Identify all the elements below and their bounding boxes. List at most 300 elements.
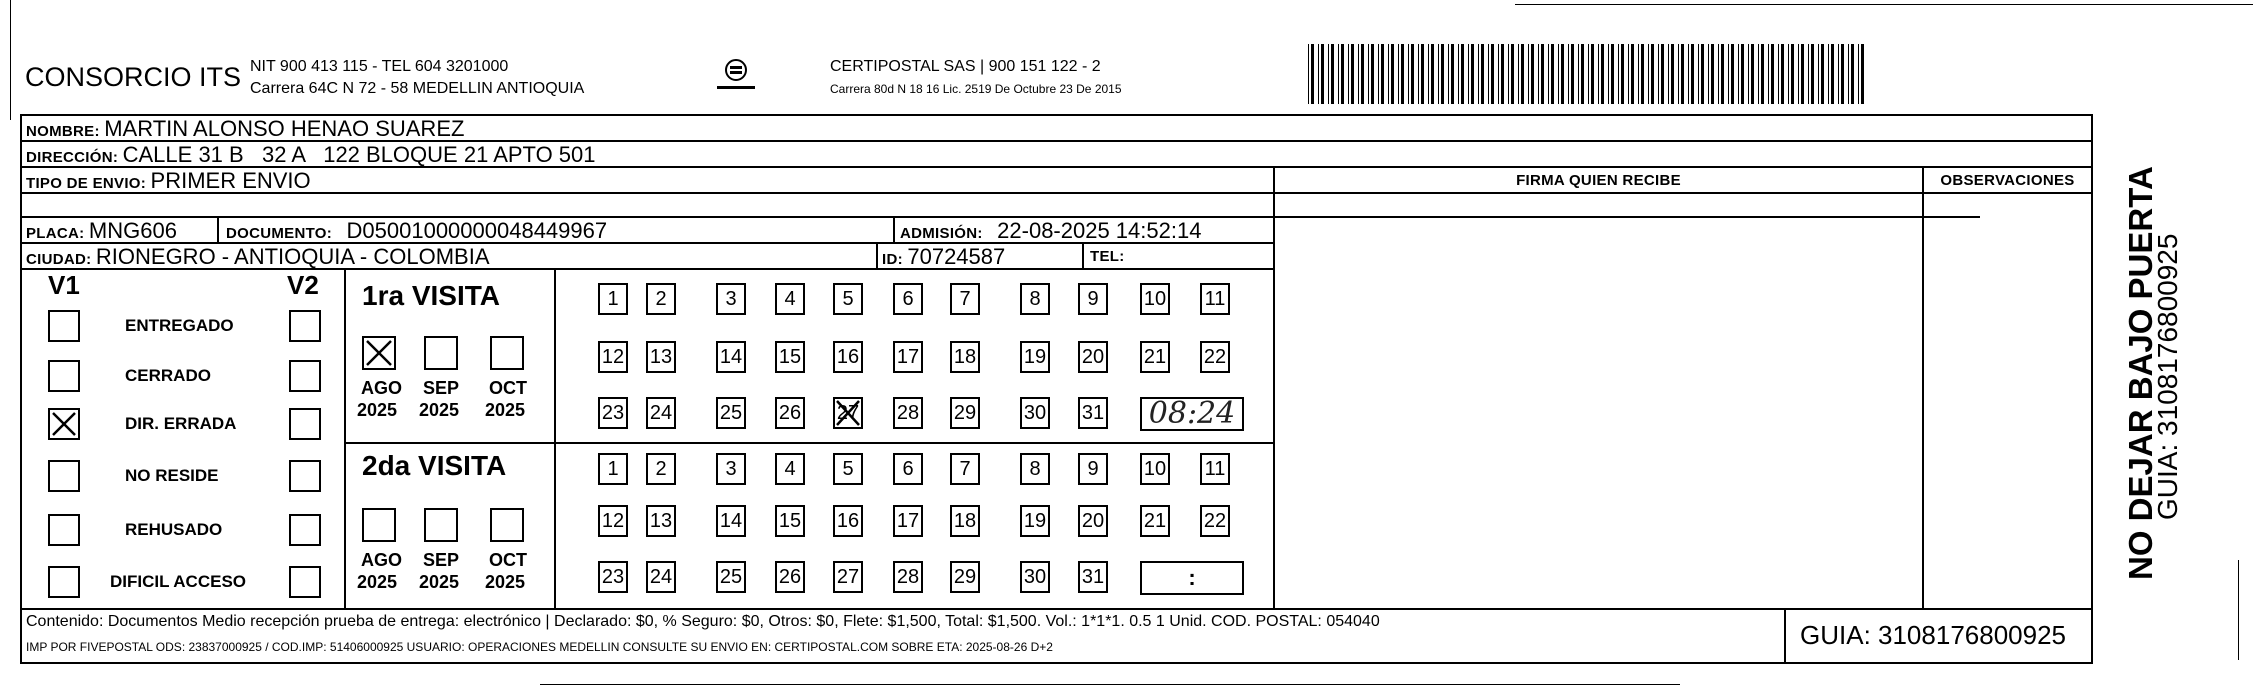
id-cell	[882, 244, 1005, 270]
second-time-box[interactable]	[1140, 561, 1244, 595]
second-day-box[interactable]	[1020, 505, 1050, 537]
barcode-bar	[1578, 44, 1579, 104]
day-number: 24	[649, 566, 673, 588]
id-value: 70724587	[907, 244, 1006, 269]
barcode-bar	[1388, 44, 1389, 104]
day-number: 5	[842, 288, 854, 310]
first-month-checkbox[interactable]	[490, 336, 524, 370]
barcode-bar	[1758, 44, 1759, 104]
second-day-box[interactable]	[646, 561, 676, 593]
second-day-box[interactable]	[775, 453, 805, 485]
second-month-label: AGO	[361, 550, 403, 570]
barcode-bar	[1708, 44, 1709, 104]
firma-header: FIRMA QUIEN RECIBE	[1516, 172, 1681, 189]
barcode-bar	[1741, 44, 1744, 104]
second-year-label: 2025	[357, 572, 398, 592]
first-day-box[interactable]	[1078, 283, 1108, 315]
day-number: 10	[1143, 458, 1167, 480]
barcode-bar	[1521, 44, 1524, 104]
second-day-box[interactable]	[950, 561, 980, 593]
v1-checkbox[interactable]	[48, 408, 80, 440]
barcode-bar	[1508, 44, 1509, 104]
barcode-bar	[1698, 44, 1699, 104]
day-number: 4	[784, 458, 796, 480]
documento-cell	[226, 218, 607, 244]
second-day-box[interactable]	[1020, 453, 1050, 485]
first-day-box[interactable]	[716, 283, 746, 315]
barcode	[1308, 44, 1870, 104]
first-day-box[interactable]	[1140, 283, 1170, 315]
x-mark-icon	[364, 338, 394, 368]
first-day-box[interactable]	[893, 283, 923, 315]
barcode-bar	[1768, 44, 1769, 104]
second-day-box[interactable]	[598, 453, 628, 485]
barcode-bar	[1771, 44, 1774, 104]
barcode-bar	[1828, 44, 1829, 104]
barcode-bar	[1648, 44, 1649, 104]
day-number: 31	[1081, 402, 1105, 424]
day-number: 18	[953, 510, 977, 532]
barcode-bar	[1408, 44, 1409, 104]
day-number: 25	[719, 402, 743, 424]
day-number: 8	[1029, 458, 1041, 480]
day-number: 12	[601, 346, 625, 368]
ciudad-value: RIONEGRO - ANTIOQUIA - COLOMBIA	[95, 244, 490, 269]
barcode-bar	[1721, 44, 1724, 104]
barcode-bar	[1618, 44, 1619, 104]
second-day-box[interactable]	[1020, 561, 1050, 593]
day-number: 13	[649, 510, 673, 532]
barcode-bar	[1761, 44, 1764, 104]
barcode-bar	[1428, 44, 1429, 104]
barcode-bar	[1481, 44, 1484, 104]
barcode-bar	[1501, 44, 1504, 104]
day-number: 27	[836, 402, 860, 424]
barcode-bar	[1381, 44, 1384, 104]
barcode-bar	[1658, 44, 1659, 104]
day-number: 15	[778, 346, 802, 368]
barcode-bar	[1511, 44, 1514, 104]
barcode-bar	[1671, 44, 1674, 104]
tel-label: TEL:	[1090, 248, 1125, 265]
documento-value: D05001000000048449967	[346, 218, 608, 243]
barcode-bar	[1491, 44, 1494, 104]
side-guia: GUIA: 3108176800925	[2152, 233, 2183, 520]
day-number: 7	[959, 288, 971, 310]
barcode-bar	[1488, 44, 1489, 104]
status-label: REHUSADO	[125, 520, 223, 539]
first-day-box[interactable]	[950, 341, 980, 373]
first-day-box[interactable]	[1200, 341, 1230, 373]
first-day-box[interactable]	[1078, 341, 1108, 373]
second-month-label: SEP	[423, 550, 460, 570]
second-day-box[interactable]	[1140, 453, 1170, 485]
day-number: 22	[1203, 510, 1227, 532]
id-divider	[876, 242, 878, 268]
second-day-box[interactable]	[646, 453, 676, 485]
first-day-box[interactable]	[833, 397, 863, 429]
barcode-bar	[1558, 44, 1559, 104]
v2-checkbox[interactable]	[289, 408, 321, 440]
barcode-bar	[1821, 44, 1824, 104]
barcode-bar	[1781, 44, 1784, 104]
day-number: 13	[649, 346, 673, 368]
barcode-bar	[1551, 44, 1554, 104]
day-number: 5	[842, 458, 854, 480]
first-day-box[interactable]	[598, 397, 628, 429]
barcode-bar	[1598, 44, 1599, 104]
day-number: 28	[896, 566, 920, 588]
day-number: 3	[725, 458, 737, 480]
day-number: 27	[836, 566, 860, 588]
barcode-bar	[1438, 44, 1439, 104]
first-day-box[interactable]	[775, 397, 805, 429]
second-day-box[interactable]	[950, 453, 980, 485]
barcode-bar	[1851, 44, 1854, 104]
day-number: 14	[719, 510, 743, 532]
top-edge-line	[1515, 4, 2253, 5]
second-month-checkbox[interactable]	[424, 508, 458, 542]
bottom-edge-line	[540, 684, 1680, 685]
barcode-bar	[1861, 44, 1864, 104]
barcode-bar	[1588, 44, 1589, 104]
day-number: 7	[959, 458, 971, 480]
day-number: 22	[1203, 346, 1227, 368]
admision-divider	[893, 216, 895, 242]
second-day-box[interactable]	[775, 561, 805, 593]
day-number: 2	[655, 288, 667, 310]
side-warning: NO DEJAR BAJO PUERTA	[2122, 166, 2159, 580]
second-day-box[interactable]	[716, 561, 746, 593]
barcode-bar	[1348, 44, 1349, 104]
nombre-value: MARTIN ALONSO HENAO SUAREZ	[104, 116, 465, 141]
footer-imp: IMP POR FIVEPOSTAL ODS: 23837000925 / COD.IMP: 51406000925 USUARIO: OPERACIONES MEDELLIN CONSULTE SU ENVIO EN: CERTIPOSTAL.COM SOBRE ETA: 2025-08-26 D+2	[26, 640, 1053, 654]
barcode-bar	[1361, 44, 1364, 104]
barcode-bar	[1421, 44, 1424, 104]
footer-contenido: Contenido: Documentos Medio recepción prueba de entrega: electrónico | Declarado: $0, % Seguro: $0, Otros: $0, Flete: $1,500, Total: $1,500. Vol.: 1*1*1. 0.5 1 Unid. COD. POSTAL: 054040	[26, 613, 1380, 630]
barcode-bar	[1358, 44, 1359, 104]
first-day-box[interactable]	[646, 283, 676, 315]
day-number: 19	[1023, 346, 1047, 368]
status-label: DIFICIL ACCESO	[110, 572, 247, 591]
barcode-bar	[1458, 44, 1459, 104]
first-day-box[interactable]	[950, 397, 980, 429]
first-day-box[interactable]	[833, 341, 863, 373]
first-year-label: 2025	[485, 400, 526, 420]
barcode-bar	[1611, 44, 1614, 104]
second-day-box[interactable]	[833, 505, 863, 537]
footer-guia: GUIA: 3108176800925	[1800, 620, 2066, 650]
first-visit-title: 1ra VISITA	[362, 280, 500, 311]
barcode-bar	[1518, 44, 1519, 104]
barcode-bar	[1801, 44, 1804, 104]
admision-cell	[900, 218, 1201, 244]
placa-cell	[26, 218, 177, 244]
barcode-bar	[1728, 44, 1729, 104]
direccion-row	[26, 142, 596, 168]
second-day-box[interactable]	[1078, 561, 1108, 593]
barcode-bar	[1681, 44, 1684, 104]
day-number: 28	[896, 402, 920, 424]
barcode-bar	[1668, 44, 1669, 104]
day-number: 6	[902, 288, 914, 310]
barcode-bar	[1841, 44, 1844, 104]
day-number: 10	[1143, 288, 1167, 310]
day-number: 20	[1081, 346, 1105, 368]
second-day-box[interactable]	[716, 453, 746, 485]
placa-divider	[217, 216, 219, 242]
v2-checkbox[interactable]	[289, 360, 321, 392]
admision-label: ADMISIÓN:	[900, 225, 983, 242]
first-month-label: OCT	[489, 378, 527, 398]
barcode-bar	[1378, 44, 1379, 104]
second-day-box[interactable]	[893, 505, 923, 537]
barcode-bar	[1831, 44, 1834, 104]
tipo-row	[26, 168, 311, 194]
barcode-bar	[1331, 44, 1334, 104]
day-number: 21	[1143, 510, 1167, 532]
barcode-bar	[1561, 44, 1564, 104]
barcode-bar	[1798, 44, 1799, 104]
first-month-label: SEP	[423, 378, 460, 398]
barcode-bar	[1788, 44, 1789, 104]
footer-bottom-line	[20, 662, 2093, 664]
barcode-bar	[1581, 44, 1584, 104]
v1-checkbox[interactable]	[48, 360, 80, 392]
tipo-value: PRIMER ENVIO	[150, 168, 311, 193]
barcode-bar	[1848, 44, 1849, 104]
barcode-bar	[1448, 44, 1449, 104]
barcode-bar	[1441, 44, 1444, 104]
barcode-bar	[1701, 44, 1704, 104]
second-day-box[interactable]	[893, 453, 923, 485]
barcode-bar	[1571, 44, 1574, 104]
barcode-bar	[1338, 44, 1339, 104]
tel-divider	[1082, 242, 1084, 268]
day-number: 26	[778, 402, 802, 424]
day-number: 29	[953, 402, 977, 424]
barcode-bar	[1718, 44, 1719, 104]
day-number: 8	[1029, 288, 1041, 310]
day-number: 30	[1023, 402, 1047, 424]
second-day-box[interactable]	[775, 505, 805, 537]
partner-name: CERTIPOSTAL SAS | 900 151 122 - 2	[830, 58, 1101, 75]
second-day-box[interactable]	[833, 561, 863, 593]
day-number: 15	[778, 510, 802, 532]
second-day-box[interactable]	[598, 561, 628, 593]
certipostal-logo-icon	[713, 56, 759, 96]
v1-checkbox[interactable]	[48, 460, 80, 492]
barcode-bar	[1351, 44, 1354, 104]
day-number: 31	[1081, 566, 1105, 588]
day-number: 11	[1204, 458, 1226, 480]
barcode-bar	[1318, 44, 1319, 104]
day-number: 3	[725, 288, 737, 310]
day-number: 19	[1023, 510, 1047, 532]
first-day-box[interactable]	[950, 283, 980, 315]
second-visit-title: 2da VISITA	[362, 450, 507, 481]
first-day-box[interactable]	[833, 283, 863, 315]
barcode-bar	[1541, 44, 1544, 104]
first-day-box[interactable]	[775, 283, 805, 315]
day-number: 11	[1204, 288, 1226, 310]
day-number: 18	[953, 346, 977, 368]
barcode-bar	[1471, 44, 1474, 104]
barcode-bar	[1738, 44, 1739, 104]
second-day-box[interactable]	[646, 505, 676, 537]
first-day-box[interactable]	[646, 341, 676, 373]
second-day-box[interactable]	[716, 505, 746, 537]
second-year-label: 2025	[419, 572, 460, 592]
barcode-bar	[1601, 44, 1604, 104]
barcode-bar	[1638, 44, 1639, 104]
first-year-label: 2025	[419, 400, 460, 420]
barcode-bar	[1398, 44, 1399, 104]
day-number: 25	[719, 566, 743, 588]
nombre-label: NOMBRE:	[26, 123, 100, 140]
footer-guia-divider	[1784, 608, 1786, 662]
ciudad-cell	[26, 244, 490, 270]
barcode-bar	[1628, 44, 1629, 104]
barcode-bar	[1651, 44, 1654, 104]
day-number: 14	[719, 346, 743, 368]
first-day-box[interactable]	[1020, 341, 1050, 373]
second-month-checkbox[interactable]	[490, 508, 524, 542]
first-day-box[interactable]	[1020, 283, 1050, 315]
barcode-bar	[1621, 44, 1624, 104]
first-day-box[interactable]	[893, 397, 923, 429]
barcode-bar	[1371, 44, 1374, 104]
table-right-line	[2091, 114, 2093, 662]
first-day-box[interactable]	[716, 341, 746, 373]
day-number: 24	[649, 402, 673, 424]
barcode-bar	[1591, 44, 1594, 104]
day-number: 9	[1087, 288, 1099, 310]
v1-checkbox[interactable]	[48, 566, 80, 598]
day-number: 1	[607, 288, 619, 310]
first-day-box[interactable]	[646, 397, 676, 429]
barcode-bar	[1548, 44, 1549, 104]
barcode-bar	[1568, 44, 1569, 104]
barcode-bar	[1791, 44, 1794, 104]
barcode-bar	[1498, 44, 1499, 104]
barcode-bar	[1778, 44, 1779, 104]
day-number: 26	[778, 566, 802, 588]
second-day-box[interactable]	[1200, 453, 1230, 485]
barcode-bar	[1341, 44, 1344, 104]
barcode-bar	[1451, 44, 1454, 104]
barcode-bar	[1641, 44, 1644, 104]
v1-checkbox[interactable]	[48, 514, 80, 546]
day-number: 12	[601, 510, 625, 532]
first-day-box[interactable]	[775, 341, 805, 373]
barcode-bar	[1528, 44, 1529, 104]
tipo-label: TIPO DE ENVIO:	[26, 175, 147, 192]
status-label: ENTREGADO	[125, 316, 234, 335]
second-day-box[interactable]	[893, 561, 923, 593]
first-day-box[interactable]	[1200, 283, 1230, 315]
barcode-bar	[1731, 44, 1734, 104]
second-day-box[interactable]	[1078, 505, 1108, 537]
barcode-bar	[1808, 44, 1809, 104]
day-number: 30	[1023, 566, 1047, 588]
barcode-bar	[1811, 44, 1814, 104]
first-day-box[interactable]	[893, 341, 923, 373]
day-number: 29	[953, 566, 977, 588]
v1-checkbox[interactable]	[48, 310, 80, 342]
table-bottom-line	[20, 608, 2093, 610]
first-time-value: 08:24	[1148, 396, 1236, 431]
barcode-bar	[1688, 44, 1689, 104]
day-number: 16	[836, 510, 860, 532]
barcode-bar	[1661, 44, 1664, 104]
observaciones-header: OBSERVACIONES	[1940, 172, 2075, 189]
first-time-box[interactable]	[1140, 397, 1244, 431]
barcode-bar	[1311, 44, 1314, 104]
second-month-checkbox[interactable]	[362, 508, 396, 542]
second-day-box[interactable]	[950, 505, 980, 537]
day-number: 2	[655, 458, 667, 480]
first-day-box[interactable]	[1020, 397, 1050, 429]
company-address: Carrera 64C N 72 - 58 MEDELLIN ANTIOQUIA	[250, 80, 585, 97]
barcode-bar	[1391, 44, 1394, 104]
first-day-box[interactable]	[598, 283, 628, 315]
first-day-box[interactable]	[1078, 397, 1108, 429]
day-number: 21	[1143, 346, 1167, 368]
second-day-box[interactable]	[1078, 453, 1108, 485]
day-number: 1	[607, 458, 619, 480]
barcode-bar	[1538, 44, 1539, 104]
v2-checkbox[interactable]	[289, 566, 321, 598]
status-label: DIR. ERRADA	[125, 414, 237, 433]
obs-left-line	[1922, 166, 1924, 608]
visit-middle-line	[344, 442, 1275, 444]
v2-checkbox[interactable]	[289, 460, 321, 492]
barcode-bar	[1321, 44, 1324, 104]
barcode-bar	[1461, 44, 1464, 104]
right-margin-line	[2238, 560, 2239, 660]
first-day-box[interactable]	[716, 397, 746, 429]
barcode-bar	[1691, 44, 1694, 104]
first-month-checkbox[interactable]	[362, 336, 396, 370]
day-number: 20	[1081, 510, 1105, 532]
day-number: 17	[896, 510, 920, 532]
barcode-bar	[1478, 44, 1479, 104]
first-month-checkbox[interactable]	[424, 336, 458, 370]
barcode-bar	[1468, 44, 1469, 104]
direccion-value: CALLE 31 B 32 A 122 BLOQUE 21 APTO 501	[122, 142, 596, 167]
barcode-bar	[1751, 44, 1754, 104]
barcode-bar	[1308, 44, 1309, 104]
v1-label: V1	[48, 270, 80, 300]
ciudad-label: CIUDAD:	[26, 251, 92, 268]
second-day-box[interactable]	[1200, 505, 1230, 537]
v2-checkbox[interactable]	[289, 310, 321, 342]
first-day-box[interactable]	[1140, 341, 1170, 373]
second-day-box[interactable]	[598, 505, 628, 537]
day-number: 23	[601, 566, 625, 588]
first-day-box[interactable]	[598, 341, 628, 373]
company-name: CONSORCIO ITS	[25, 62, 242, 92]
v2-checkbox[interactable]	[289, 514, 321, 546]
barcode-bar	[1431, 44, 1434, 104]
x-mark-icon	[50, 410, 78, 438]
v2-label: V2	[287, 270, 319, 300]
partner-address: Carrera 80d N 18 16 Lic. 2519 De Octubre 23 De 2015	[830, 82, 1122, 96]
placa-value: MNG606	[88, 218, 177, 243]
second-day-box[interactable]	[1140, 505, 1170, 537]
second-day-box[interactable]	[833, 453, 863, 485]
